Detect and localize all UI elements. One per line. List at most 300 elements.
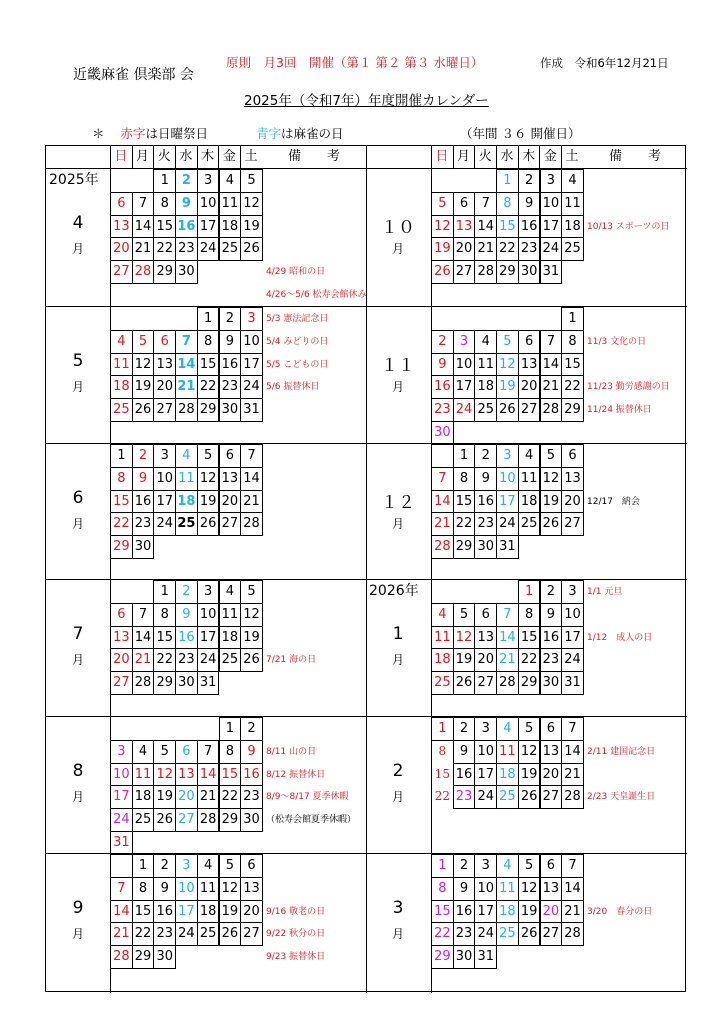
day-cell: 23	[175, 648, 198, 672]
day-cell: 9	[431, 353, 454, 377]
day-cell: 21	[496, 648, 519, 672]
day-cell: 1	[431, 717, 454, 741]
day-cell: 6	[540, 854, 563, 878]
day-cell: 1	[197, 307, 220, 331]
day-cell: 1	[110, 444, 133, 468]
day-cell: 30	[219, 398, 242, 422]
day-cell: 12	[132, 353, 155, 377]
day-cell: 22	[518, 648, 541, 672]
day-cell: 11	[132, 763, 155, 787]
day-cell: 1	[561, 307, 584, 331]
day-cell: 25	[518, 512, 541, 536]
day-cell: 19	[431, 237, 454, 261]
day-cell: 20	[561, 490, 584, 514]
day-cell: 20	[240, 900, 263, 924]
day-cell: 16	[132, 490, 155, 514]
day-cell: 5	[197, 444, 220, 468]
day-cell: 14	[474, 215, 497, 239]
weekday-header: 月	[132, 146, 155, 168]
day-cell: 24	[175, 922, 198, 946]
day-cell: 19	[518, 900, 541, 924]
month-unit: 月	[391, 927, 404, 941]
day-cell: 25	[431, 671, 454, 695]
created-date: 作成 令和6年12月21日	[540, 56, 669, 70]
day-cell: 6	[219, 444, 242, 468]
day-cell: 23	[474, 512, 497, 536]
day-cell: 10	[496, 467, 519, 491]
day-cell: 18	[496, 763, 519, 787]
day-cell: 31	[110, 831, 133, 855]
day-cell: 9	[219, 330, 242, 354]
day-cell: 24	[197, 237, 220, 261]
day-cell: 10	[110, 763, 133, 787]
day-cell: 28	[540, 398, 563, 422]
note-text: 3/20 春分の日	[587, 906, 653, 917]
day-cell: 1	[431, 854, 454, 878]
day-cell: 16	[518, 215, 541, 239]
day-cell: 3	[474, 717, 497, 741]
day-cell: 13	[540, 740, 563, 764]
day-cell: 17	[110, 785, 133, 809]
weekday-header: 日	[110, 146, 133, 168]
day-cell: 24	[474, 922, 497, 946]
day-cell: 14	[110, 900, 133, 924]
day-cell: 22	[110, 512, 133, 536]
month-number: 7	[72, 624, 84, 644]
day-cell: 22	[153, 237, 176, 261]
day-cell: 27	[110, 260, 133, 284]
day-cell: 26	[518, 922, 541, 946]
day-cell: 29	[153, 671, 176, 695]
day-cell: 11	[561, 192, 584, 216]
day-cell: 11	[175, 467, 198, 491]
day-cell: 3	[240, 307, 263, 331]
day-cell: 6	[453, 192, 476, 216]
day-cell: 5	[153, 740, 176, 764]
day-cell: 16	[153, 900, 176, 924]
day-cell: 31	[561, 671, 584, 695]
day-cell: 29	[197, 398, 220, 422]
day-cell: 30	[132, 535, 155, 559]
month-unit: 月	[71, 653, 84, 667]
day-cell: 4	[474, 330, 497, 354]
day-cell: 28	[110, 945, 133, 969]
day-cell: 18	[474, 375, 497, 399]
day-cell: 29	[431, 945, 454, 969]
day-cell: 10	[197, 603, 220, 627]
day-cell: 4	[219, 580, 242, 604]
day-cell: 24	[540, 237, 563, 261]
weekday-header: 土	[565, 149, 579, 164]
day-cell: 15	[110, 490, 133, 514]
day-cell: 12	[197, 467, 220, 491]
month-unit: 月	[71, 380, 84, 394]
day-cell: 11	[474, 353, 497, 377]
day-cell: 5	[496, 330, 519, 354]
day-cell: 4	[496, 854, 519, 878]
day-cell: 4	[518, 444, 541, 468]
day-cell: 8	[518, 603, 541, 627]
day-cell: 30	[518, 260, 541, 284]
rule-text: 原則 月3回 開催（第１ 第２ 第３ 水曜日）	[226, 55, 484, 70]
day-cell: 13	[110, 626, 133, 650]
day-cell: 23	[453, 785, 476, 809]
note-text: 9/22 秋分の日	[266, 929, 326, 940]
day-cell: 17	[496, 490, 519, 514]
day-cell: 13	[518, 353, 541, 377]
day-cell: 1	[453, 444, 476, 468]
day-cell: 21	[240, 490, 263, 514]
day-cell: 6	[175, 740, 198, 764]
day-cell: 13	[110, 215, 133, 239]
day-cell: 31	[474, 945, 497, 969]
day-cell: 25	[175, 512, 198, 536]
day-cell: 16	[219, 353, 242, 377]
note-text: 5/6 振替休日	[266, 382, 320, 393]
day-cell: 19	[132, 375, 155, 399]
notes-header: 備 考	[608, 149, 661, 164]
month-unit: 月	[71, 242, 84, 256]
day-cell: 18	[518, 490, 541, 514]
day-cell: 10	[561, 603, 584, 627]
day-cell: 6	[474, 603, 497, 627]
day-cell: 13	[453, 215, 476, 239]
day-cell: 29	[453, 535, 476, 559]
day-cell: 22	[197, 375, 220, 399]
day-cell: 7	[561, 854, 584, 878]
day-cell: 10	[453, 353, 476, 377]
day-cell: 17	[474, 763, 497, 787]
day-cell: 4	[132, 740, 155, 764]
day-cell: 5	[518, 854, 541, 878]
day-cell: 22	[431, 922, 454, 946]
day-cell: 19	[496, 375, 519, 399]
legend-star: ＊	[92, 126, 105, 141]
day-cell: 7	[540, 330, 563, 354]
day-cell: 2	[132, 444, 155, 468]
day-cell: 25	[561, 237, 584, 261]
day-cell: 29	[153, 260, 176, 284]
day-cell: 22	[561, 375, 584, 399]
day-cell: 13	[175, 763, 198, 787]
day-cell: 8	[561, 330, 584, 354]
note-text: （松寿会館夏季休暇）	[266, 815, 357, 826]
day-cell: 11	[219, 603, 242, 627]
day-cell: 27	[518, 398, 541, 422]
day-cell: 27	[453, 260, 476, 284]
day-cell: 14	[175, 353, 198, 377]
day-cell: 1	[518, 580, 541, 604]
day-cell: 30	[474, 535, 497, 559]
day-cell: 10	[153, 467, 176, 491]
day-cell: 15	[431, 900, 454, 924]
day-cell: 21	[197, 785, 220, 809]
day-cell: 20	[540, 763, 563, 787]
day-cell: 23	[540, 648, 563, 672]
day-cell: 23	[132, 512, 155, 536]
day-cell: 29	[561, 398, 584, 422]
day-cell: 26	[540, 512, 563, 536]
day-cell: 4	[561, 169, 584, 193]
day-cell: 18	[219, 215, 242, 239]
day-cell: 8	[219, 740, 242, 764]
day-cell: 15	[434, 766, 450, 781]
note-text: 9/23 振替休日	[266, 952, 326, 963]
month-number: 2	[392, 761, 404, 781]
day-cell: 25	[132, 808, 155, 832]
day-cell: 2	[540, 580, 563, 604]
day-cell: 3	[561, 580, 584, 604]
day-cell: 25	[496, 785, 519, 809]
day-cell: 28	[132, 671, 155, 695]
page-title: 2025年（令和7年）年度開催カレンダー	[244, 93, 489, 109]
day-cell: 17	[153, 490, 176, 514]
day-cell: 13	[219, 467, 242, 491]
day-cell: 9	[132, 467, 155, 491]
day-cell: 12	[518, 740, 541, 764]
day-cell: 2	[474, 444, 497, 468]
day-cell: 4	[175, 444, 198, 468]
day-cell: 11	[197, 877, 220, 901]
day-cell: 2	[431, 330, 454, 354]
day-cell: 19	[153, 785, 176, 809]
day-cell: 5	[240, 580, 263, 604]
day-cell: 31	[197, 671, 220, 695]
day-cell: 16	[540, 626, 563, 650]
note-text: 8/11 山の日	[266, 746, 317, 757]
day-cell: 10	[474, 740, 497, 764]
note-text: 2/11 建国記念日	[587, 746, 656, 757]
day-cell: 12	[240, 603, 263, 627]
day-cell: 25	[474, 398, 497, 422]
month-unit: 月	[391, 517, 404, 531]
day-cell: 12	[153, 763, 176, 787]
day-cell: 24	[110, 808, 133, 832]
day-cell: 21	[431, 512, 454, 536]
day-cell: 22	[132, 922, 155, 946]
day-cell: 16	[175, 626, 198, 650]
day-cell: 17	[197, 215, 220, 239]
day-cell: 9	[240, 740, 263, 764]
note-text: 10/13 スポーツの日	[587, 221, 670, 232]
note-text: 5/4 みどりの日	[266, 336, 329, 347]
day-cell: 14	[132, 215, 155, 239]
day-cell: 19	[197, 490, 220, 514]
day-cell: 7	[496, 603, 519, 627]
day-cell: 29	[219, 808, 242, 832]
note-text: 4/26～5/6 松寿会館休み	[266, 290, 367, 300]
day-cell: 14	[496, 626, 519, 650]
day-cell: 15	[197, 353, 220, 377]
day-cell: 26	[219, 922, 242, 946]
month-number: 9	[72, 898, 84, 918]
day-cell: 12	[431, 215, 454, 239]
day-cell: 15	[219, 763, 242, 787]
day-cell: 22	[219, 785, 242, 809]
note-text: 11/23 勤労感謝の日	[587, 382, 670, 393]
day-cell: 16	[175, 215, 198, 239]
day-cell: 21	[132, 648, 155, 672]
day-cell: 17	[240, 353, 263, 377]
day-cell: 27	[153, 398, 176, 422]
day-cell: 20	[153, 375, 176, 399]
day-cell: 12	[540, 467, 563, 491]
day-cell: 14	[540, 353, 563, 377]
day-cell: 6	[110, 192, 133, 216]
day-cell: 20	[453, 237, 476, 261]
day-cell: 11	[219, 192, 242, 216]
month-unit: 月	[71, 790, 84, 804]
day-cell: 14	[132, 626, 155, 650]
month-unit: 月	[391, 653, 404, 667]
month-number: １０	[381, 218, 415, 238]
day-cell: 17	[175, 900, 198, 924]
day-cell: 20	[110, 237, 133, 261]
day-cell: 2	[240, 717, 263, 741]
day-cell: 4	[431, 603, 454, 627]
day-cell: 4	[496, 717, 519, 741]
day-cell: 23	[431, 398, 454, 422]
day-cell: 6	[240, 854, 263, 878]
day-cell: 9	[518, 192, 541, 216]
day-cell: 8	[153, 192, 176, 216]
day-cell: 7	[132, 603, 155, 627]
day-cell: 23	[240, 785, 263, 809]
weekday-header: 水	[496, 146, 519, 168]
weekday-header: 金	[540, 146, 563, 168]
day-cell: 19	[240, 215, 263, 239]
day-cell: 18	[431, 648, 454, 672]
day-cell: 7	[431, 467, 454, 491]
day-cell: 30	[540, 671, 563, 695]
day-cell: 27	[540, 922, 563, 946]
day-cell: 22	[496, 237, 519, 261]
day-cell: 27	[540, 785, 563, 809]
day-cell: 20	[110, 648, 133, 672]
day-cell: 14	[240, 467, 263, 491]
day-cell: 30	[175, 260, 198, 284]
day-cell: 27	[110, 671, 133, 695]
day-cell: 20	[540, 900, 563, 924]
day-cell: 1	[153, 169, 176, 193]
day-cell: 31	[540, 260, 563, 284]
day-cell: 20	[518, 375, 541, 399]
weekday-header: 土	[244, 149, 258, 164]
day-cell: 13	[540, 877, 563, 901]
note-text: 4/29 昭和の日	[266, 267, 326, 278]
day-cell: 28	[240, 512, 263, 536]
day-cell: 29	[518, 671, 541, 695]
day-cell: 5	[132, 330, 155, 354]
month-number: 6	[72, 488, 84, 508]
day-cell: 4	[197, 854, 220, 878]
day-cell: 29	[496, 260, 519, 284]
day-cell: 21	[474, 237, 497, 261]
day-cell: 17	[474, 900, 497, 924]
day-cell: 25	[219, 237, 242, 261]
day-cell: 30	[175, 671, 198, 695]
day-cell: 30	[153, 945, 176, 969]
day-cell: 27	[219, 512, 242, 536]
day-cell: 16	[240, 763, 263, 787]
legend-blue-word: 青字	[256, 126, 282, 141]
day-cell: 18	[175, 490, 198, 514]
day-cell: 10	[240, 330, 263, 354]
day-cell: 16	[453, 763, 476, 787]
day-cell: 7	[561, 717, 584, 741]
day-cell: 6	[153, 330, 176, 354]
day-cell: 27	[474, 671, 497, 695]
day-cell: 18	[219, 626, 242, 650]
day-cell: 10	[474, 877, 497, 901]
day-cell: 6	[561, 444, 584, 468]
day-cell: 8	[153, 603, 176, 627]
day-cell: 12	[240, 192, 263, 216]
day-cell: 3	[453, 330, 476, 354]
day-cell: 8	[438, 743, 447, 758]
day-cell: 24	[240, 375, 263, 399]
day-cell: 21	[561, 763, 584, 787]
day-cell: 1	[219, 717, 242, 741]
notes-header: 備 考	[287, 149, 340, 164]
day-cell: 4	[110, 330, 133, 354]
day-cell: 17	[197, 626, 220, 650]
day-cell: 3	[496, 444, 519, 468]
day-cell: 9	[175, 192, 198, 216]
day-cell: 19	[453, 648, 476, 672]
weekday-header: 火	[153, 146, 176, 168]
note-text: 1/1 元旦	[587, 587, 623, 597]
note-text: 5/3 憲法記念日	[266, 314, 329, 324]
day-cell: 17	[561, 626, 584, 650]
day-cell: 6	[540, 717, 563, 741]
note-text: 7/21 海の日	[266, 655, 317, 666]
day-cell: 17	[540, 215, 563, 239]
month-number: 5	[72, 351, 84, 371]
day-cell: 15	[496, 215, 519, 239]
day-cell: 22	[153, 648, 176, 672]
year-label: 2026年	[369, 583, 419, 599]
day-cell: 8	[453, 467, 476, 491]
day-cell: 9	[540, 603, 563, 627]
day-cell: 8	[132, 877, 155, 901]
legend-red-text: は日曜祭日	[145, 126, 209, 141]
day-cell: 2	[453, 717, 476, 741]
day-cell: 11	[431, 626, 454, 650]
day-cell: 2	[518, 169, 541, 193]
club-name: 近畿麻雀 倶楽部 会	[73, 67, 194, 83]
day-cell: 28	[431, 535, 454, 559]
note-text: 9/16 敬老の日	[266, 906, 326, 917]
day-cell: 15	[518, 626, 541, 650]
day-cell: 8	[197, 330, 220, 354]
day-cell: 11	[110, 353, 133, 377]
day-cell: 14	[561, 877, 584, 901]
day-cell: 18	[496, 900, 519, 924]
day-cell: 4	[219, 169, 242, 193]
day-cell: 12	[496, 353, 519, 377]
weekday-header: 木	[197, 146, 220, 168]
day-cell: 15	[561, 353, 584, 377]
note-text: 11/3 文化の日	[587, 336, 647, 347]
day-cell: 18	[561, 215, 584, 239]
day-cell: 14	[561, 740, 584, 764]
note-text: 8/12 振替休日	[266, 769, 326, 780]
day-cell: 9	[474, 467, 497, 491]
day-cell: 8	[431, 877, 454, 901]
note-text: 11/24 振替休日	[587, 405, 652, 416]
day-cell: 19	[219, 900, 242, 924]
